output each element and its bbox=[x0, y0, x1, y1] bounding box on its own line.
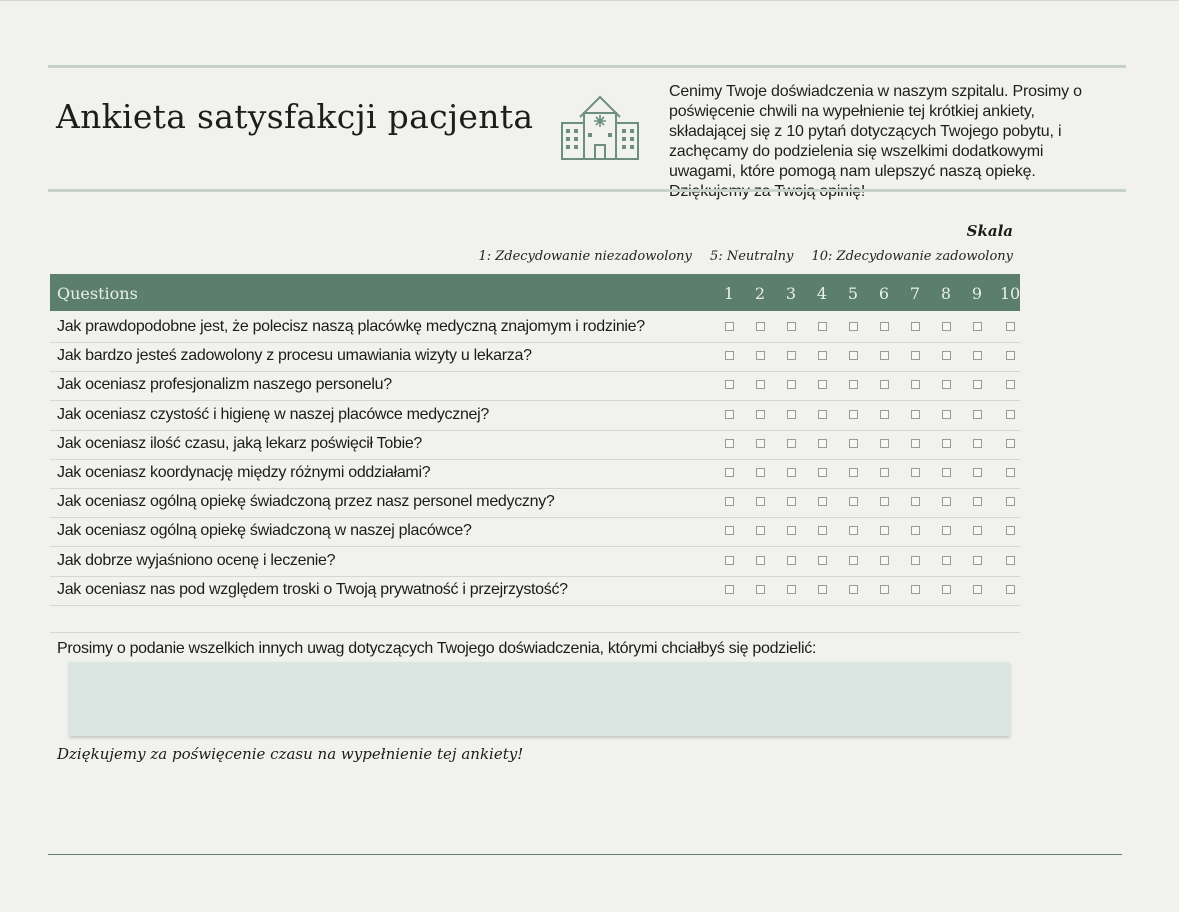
bottom-divider bbox=[48, 854, 1122, 855]
rating-checkbox-3[interactable] bbox=[787, 439, 796, 448]
question-text: Jak oceniasz ogólną opiekę świadczoną w naszej placówce? bbox=[57, 522, 472, 540]
rating-checkbox-1[interactable] bbox=[725, 322, 734, 331]
hospital-icon bbox=[556, 89, 644, 161]
rating-checkbox-2[interactable] bbox=[756, 585, 765, 594]
rating-checkbox-10[interactable] bbox=[1006, 556, 1015, 565]
rating-checkbox-3[interactable] bbox=[787, 322, 796, 331]
rating-checkbox-8[interactable] bbox=[942, 322, 951, 331]
rating-checkbox-2[interactable] bbox=[756, 410, 765, 419]
rating-checkbox-2[interactable] bbox=[756, 526, 765, 535]
header-divider bbox=[48, 189, 1126, 192]
rating-checkbox-2[interactable] bbox=[756, 468, 765, 477]
rating-checkbox-2[interactable] bbox=[756, 439, 765, 448]
rating-checkbox-9[interactable] bbox=[973, 468, 982, 477]
question-text: Jak oceniasz profesjonalizm naszego personelu? bbox=[57, 376, 392, 394]
rating-checkbox-4[interactable] bbox=[818, 468, 827, 477]
rating-checkbox-5[interactable] bbox=[849, 556, 858, 565]
rating-checkbox-7[interactable] bbox=[911, 468, 920, 477]
rating-checkbox-1[interactable] bbox=[725, 497, 734, 506]
rating-checkbox-4[interactable] bbox=[818, 526, 827, 535]
scale-number-6: 6 bbox=[878, 284, 890, 303]
rating-checkbox-5[interactable] bbox=[849, 585, 858, 594]
rating-checkbox-4[interactable] bbox=[818, 322, 827, 331]
rating-checkbox-6[interactable] bbox=[880, 439, 889, 448]
rating-checkbox-5[interactable] bbox=[849, 410, 858, 419]
page-title: Ankieta satysfakcji pacjenta bbox=[56, 97, 534, 136]
comments-label: Prosimy o podanie wszelkich innych uwag dotyczących Twojego doświadczenia, którymi chciałbyś się podzielić: bbox=[57, 640, 817, 657]
rating-checkbox-6[interactable] bbox=[880, 497, 889, 506]
rating-checkbox-8[interactable] bbox=[942, 351, 951, 360]
rating-checkbox-9[interactable] bbox=[973, 497, 982, 506]
rating-checkbox-10[interactable] bbox=[1006, 439, 1015, 448]
rating-checkbox-6[interactable] bbox=[880, 556, 889, 565]
question-row bbox=[50, 401, 1020, 431]
question-row bbox=[50, 459, 1020, 489]
rating-checkbox-9[interactable] bbox=[973, 380, 982, 389]
question-text: Jak oceniasz ilość czasu, jaką lekarz poświęcił Tobie? bbox=[57, 434, 423, 452]
rating-checkbox-4[interactable] bbox=[818, 380, 827, 389]
rating-checkbox-5[interactable] bbox=[849, 322, 858, 331]
scale-legend bbox=[464, 249, 1013, 264]
rating-checkbox-3[interactable] bbox=[787, 468, 796, 477]
question-row bbox=[50, 371, 1020, 401]
rating-checkbox-7[interactable] bbox=[911, 526, 920, 535]
rating-checkbox-10[interactable] bbox=[1006, 585, 1015, 594]
top-divider bbox=[48, 65, 1126, 68]
rating-checkbox-5[interactable] bbox=[849, 468, 858, 477]
rating-checkbox-1[interactable] bbox=[725, 526, 734, 535]
question-text: Jak oceniasz czystość i higienę w naszej placówce medycznej? bbox=[57, 405, 489, 423]
rating-checkbox-1[interactable] bbox=[725, 351, 734, 360]
rating-checkbox-4[interactable] bbox=[818, 585, 827, 594]
rating-checkbox-6[interactable] bbox=[880, 322, 889, 331]
rating-checkbox-6[interactable] bbox=[880, 410, 889, 419]
rating-checkbox-3[interactable] bbox=[787, 380, 796, 389]
question-text: Jak dobrze wyjaśniono ocenę i leczenie? bbox=[57, 551, 336, 569]
question-row bbox=[50, 342, 1020, 372]
scale-number-8: 8 bbox=[940, 284, 952, 303]
rating-checkbox-1[interactable] bbox=[725, 380, 734, 389]
rating-checkbox-6[interactable] bbox=[880, 380, 889, 389]
scale-title: Skala bbox=[966, 222, 1013, 240]
rating-checkbox-10[interactable] bbox=[1006, 351, 1015, 360]
rating-checkbox-9[interactable] bbox=[973, 585, 982, 594]
rating-checkbox-4[interactable] bbox=[818, 410, 827, 419]
rating-checkbox-10[interactable] bbox=[1006, 526, 1015, 535]
rating-checkbox-6[interactable] bbox=[880, 585, 889, 594]
rating-checkbox-8[interactable] bbox=[942, 556, 951, 565]
rating-checkbox-2[interactable] bbox=[756, 497, 765, 506]
rating-checkbox-10[interactable] bbox=[1006, 410, 1015, 419]
scale-low-label: 1: Zdecydowanie niezadowolony bbox=[478, 249, 692, 264]
rating-checkbox-10[interactable] bbox=[1006, 322, 1015, 331]
rating-checkbox-7[interactable] bbox=[911, 439, 920, 448]
rating-checkbox-2[interactable] bbox=[756, 351, 765, 360]
question-row bbox=[50, 430, 1020, 460]
rating-checkbox-1[interactable] bbox=[725, 439, 734, 448]
question-text: Jak oceniasz ogólną opiekę świadczoną przez nasz personel medyczny? bbox=[57, 493, 555, 511]
rating-checkbox-9[interactable] bbox=[973, 351, 982, 360]
rating-checkbox-5[interactable] bbox=[849, 380, 858, 389]
rating-checkbox-7[interactable] bbox=[911, 497, 920, 506]
question-text: Jak oceniasz koordynację między różnymi oddziałami? bbox=[57, 464, 431, 481]
rating-checkbox-1[interactable] bbox=[725, 410, 734, 419]
questions-column-header: Questions bbox=[57, 284, 138, 303]
scale-number-4: 4 bbox=[816, 284, 828, 303]
rating-checkbox-8[interactable] bbox=[942, 439, 951, 448]
rating-checkbox-6[interactable] bbox=[880, 351, 889, 360]
rating-checkbox-8[interactable] bbox=[942, 526, 951, 535]
table-end-divider bbox=[50, 632, 1020, 633]
scale-number-10: 10 bbox=[999, 284, 1021, 303]
question-row bbox=[50, 313, 1020, 343]
rating-checkbox-9[interactable] bbox=[973, 439, 982, 448]
rating-checkbox-3[interactable] bbox=[787, 526, 796, 535]
question-text: Jak prawdopodobne jest, że polecisz naszą placówkę medyczną znajomym i rodzinie? bbox=[57, 318, 645, 335]
scale-number-7: 7 bbox=[909, 284, 921, 303]
rating-checkbox-7[interactable] bbox=[911, 585, 920, 594]
scale-number-5: 5 bbox=[847, 284, 859, 303]
rating-checkbox-10[interactable] bbox=[1006, 380, 1015, 389]
scale-number-9: 9 bbox=[971, 284, 983, 303]
rating-checkbox-9[interactable] bbox=[973, 322, 982, 331]
rating-checkbox-1[interactable] bbox=[725, 556, 734, 565]
scale-number-3: 3 bbox=[785, 284, 797, 303]
rating-checkbox-2[interactable] bbox=[756, 380, 765, 389]
rating-checkbox-3[interactable] bbox=[787, 585, 796, 594]
rating-checkbox-3[interactable] bbox=[787, 556, 796, 565]
rating-checkbox-3[interactable] bbox=[787, 351, 796, 360]
rating-checkbox-3[interactable] bbox=[787, 410, 796, 419]
rating-checkbox-7[interactable] bbox=[911, 410, 920, 419]
rating-checkbox-4[interactable] bbox=[818, 497, 827, 506]
rating-checkbox-7[interactable] bbox=[911, 380, 920, 389]
rating-checkbox-8[interactable] bbox=[942, 585, 951, 594]
rating-checkbox-8[interactable] bbox=[942, 497, 951, 506]
rating-checkbox-5[interactable] bbox=[849, 351, 858, 360]
rating-checkbox-7[interactable] bbox=[911, 556, 920, 565]
rating-checkbox-1[interactable] bbox=[725, 468, 734, 477]
rating-checkbox-9[interactable] bbox=[973, 410, 982, 419]
intro-text: Cenimy Twoje doświadczenia w naszym szpitalu. Prosimy o poświęcenie chwili na wypełnienie tej krótkiej ankiety, składającej się z 10 pytań dotyczących Twojego pobytu, i zachęcamy do podzielenia się wszelkimi dodatkowymi uwagami, które pomogą nam ulepszyć naszą opiekę. bbox=[669, 83, 1082, 180]
rating-checkbox-8[interactable] bbox=[942, 468, 951, 477]
rating-checkbox-5[interactable] bbox=[849, 439, 858, 448]
rating-checkbox-8[interactable] bbox=[942, 410, 951, 419]
rating-checkbox-9[interactable] bbox=[973, 556, 982, 565]
question-row bbox=[50, 488, 1020, 518]
rating-checkbox-2[interactable] bbox=[756, 556, 765, 565]
rating-checkbox-2[interactable] bbox=[756, 322, 765, 331]
rating-checkbox-10[interactable] bbox=[1006, 497, 1015, 506]
table-header bbox=[50, 274, 1020, 311]
rating-checkbox-1[interactable] bbox=[725, 585, 734, 594]
rating-checkbox-3[interactable] bbox=[787, 497, 796, 506]
rating-checkbox-10[interactable] bbox=[1006, 468, 1015, 477]
question-row bbox=[50, 517, 1020, 547]
rating-checkbox-5[interactable] bbox=[849, 526, 858, 535]
rating-checkbox-9[interactable] bbox=[973, 526, 982, 535]
rating-checkbox-5[interactable] bbox=[849, 497, 858, 506]
rating-checkbox-6[interactable] bbox=[880, 526, 889, 535]
scale-high-label: 10: Zdecydowanie zadowolony bbox=[811, 249, 1013, 264]
rating-checkbox-4[interactable] bbox=[818, 556, 827, 565]
rating-checkbox-4[interactable] bbox=[818, 351, 827, 360]
question-text: Jak oceniasz nas pod względem troski o Twoją prywatność i przejrzystość? bbox=[57, 580, 568, 598]
question-text: Jak bardzo jesteś zadowolony z procesu umawiania wizyty u lekarza? bbox=[57, 347, 532, 365]
rating-checkbox-7[interactable] bbox=[911, 322, 920, 331]
question-row bbox=[50, 576, 1020, 606]
thank-you-note: Dziękujemy za poświęcenie czasu na wypełnienie tej ankiety! bbox=[57, 745, 524, 763]
rating-checkbox-7[interactable] bbox=[911, 351, 920, 360]
rating-checkbox-8[interactable] bbox=[942, 380, 951, 389]
comments-input[interactable] bbox=[69, 662, 1010, 736]
question-row bbox=[50, 547, 1020, 577]
rating-checkbox-6[interactable] bbox=[880, 468, 889, 477]
scale-number-1: 1 bbox=[723, 284, 735, 303]
rating-checkbox-4[interactable] bbox=[818, 439, 827, 448]
scale-number-2: 2 bbox=[754, 284, 766, 303]
scale-mid-label: 5: Neutralny bbox=[710, 249, 794, 264]
